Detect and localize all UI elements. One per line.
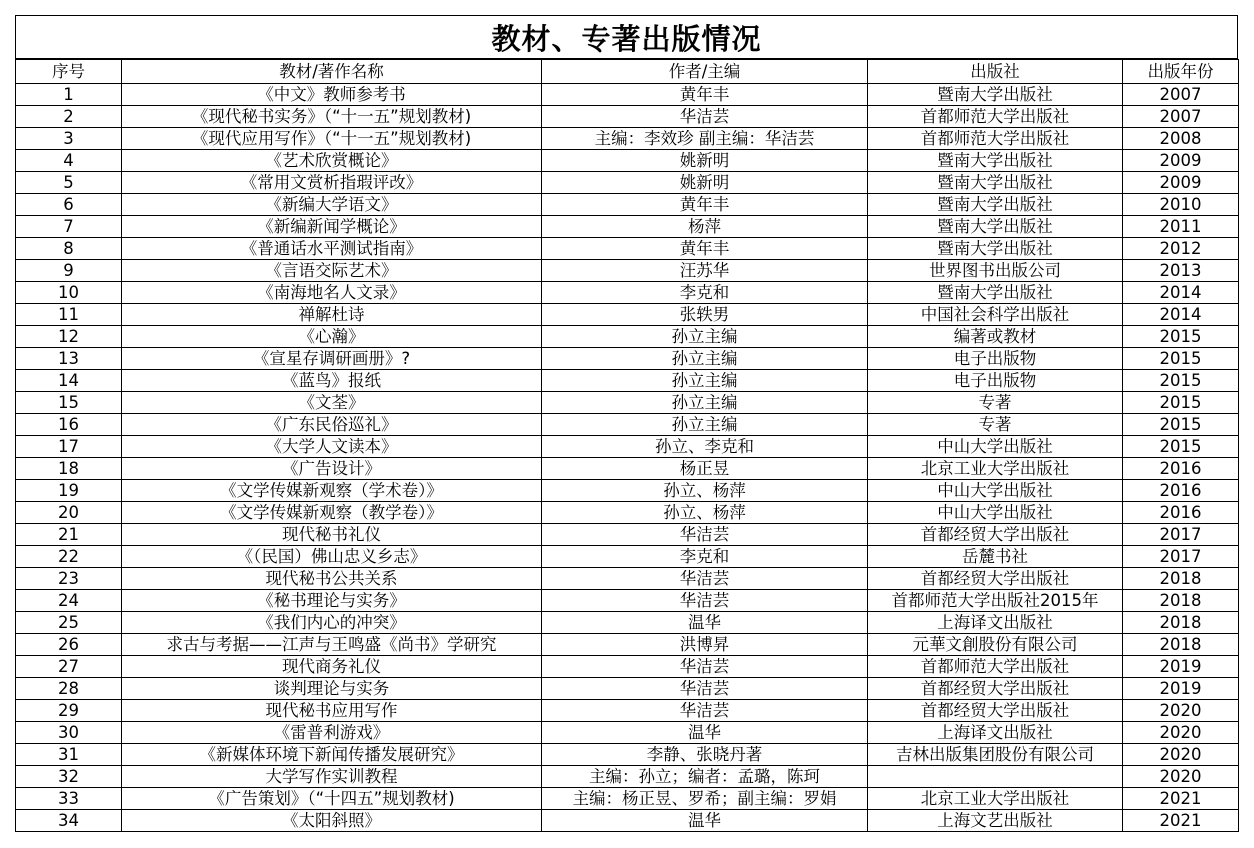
cell-name[interactable]: 《广告策划》（“十四五”规划教材) (122, 788, 542, 810)
cell-name[interactable]: 禅解杜诗 (122, 304, 542, 326)
cell-no[interactable]: 13 (16, 348, 122, 370)
cell-publisher[interactable]: 中国社会科学出版社 (868, 304, 1123, 326)
table-row (16, 348, 1239, 370)
cell-name[interactable]: 现代秘书礼仪 (122, 524, 542, 546)
table-row (16, 260, 1239, 282)
cell-year[interactable]: 2015 (1123, 436, 1239, 458)
cell-author[interactable]: 华洁芸 (542, 568, 868, 590)
cell-author[interactable]: 温华 (542, 810, 868, 832)
cell-author[interactable]: 黄年丰 (542, 84, 868, 106)
cell-author[interactable]: 孙立主编 (542, 348, 868, 370)
cell-name[interactable]: 《中文》教师参考书 (122, 84, 542, 106)
cell-author[interactable]: 姚新明 (542, 172, 868, 194)
cell-no[interactable]: 3 (16, 128, 122, 150)
cell-publisher[interactable]: 上海译文出版社 (868, 722, 1123, 744)
cell-author[interactable]: 黄年丰 (542, 194, 868, 216)
cell-author[interactable]: 汪苏华 (542, 260, 868, 282)
cell-no[interactable]: 24 (16, 590, 122, 612)
cell-author[interactable]: 华洁芸 (542, 590, 868, 612)
cell-year[interactable]: 2019 (1123, 678, 1239, 700)
cell-name[interactable]: 《宣星存调研画册》? (122, 348, 542, 370)
cell-year[interactable]: 2015 (1123, 392, 1239, 414)
cell-no[interactable]: 26 (16, 634, 122, 656)
cell-no[interactable]: 10 (16, 282, 122, 304)
cell-publisher[interactable]: 首都师范大学出版社 (868, 128, 1123, 150)
cell-name[interactable]: 《大学人文读本》 (122, 436, 542, 458)
cell-publisher[interactable]: 首都师范大学出版社 (868, 656, 1123, 678)
cell-publisher[interactable]: 元華文創股份有限公司 (868, 634, 1123, 656)
cell-no[interactable]: 14 (16, 370, 122, 392)
cell-no[interactable]: 18 (16, 458, 122, 480)
cell-author[interactable]: 孙立、李克和 (542, 436, 868, 458)
cell-publisher[interactable] (868, 766, 1123, 788)
cell-publisher[interactable]: 吉林出版集团股份有限公司 (868, 744, 1123, 766)
cell-author[interactable]: 温华 (542, 612, 868, 634)
table-row (16, 766, 1239, 788)
table-row (16, 502, 1239, 524)
table-row (16, 172, 1239, 194)
table-row (16, 524, 1239, 546)
cell-no[interactable]: 17 (16, 436, 122, 458)
cell-no[interactable]: 1 (16, 84, 122, 106)
cell-year[interactable]: 2018 (1123, 634, 1239, 656)
cell-name[interactable]: 谈判理论与实务 (122, 678, 542, 700)
cell-publisher[interactable]: 中山大学出版社 (868, 436, 1123, 458)
cell-name[interactable]: 《新媒体环境下新闻传播发展研究》 (122, 744, 542, 766)
table-row (16, 656, 1239, 678)
table-row (16, 678, 1239, 700)
cell-publisher[interactable]: 世界图书出版公司 (868, 260, 1123, 282)
cell-publisher[interactable]: 暨南大学出版社 (868, 172, 1123, 194)
cell-author[interactable]: 孙立主编 (542, 370, 868, 392)
table-row (16, 304, 1239, 326)
cell-no[interactable]: 15 (16, 392, 122, 414)
cell-year[interactable]: 2019 (1123, 656, 1239, 678)
cell-publisher[interactable]: 首都师范大学出版社2015年 (868, 590, 1123, 612)
cell-no[interactable]: 22 (16, 546, 122, 568)
table-row (16, 282, 1239, 304)
cell-publisher[interactable]: 首都经贸大学出版社 (868, 678, 1123, 700)
cell-publisher[interactable]: 上海文艺出版社 (868, 810, 1123, 832)
cell-publisher[interactable]: 暨南大学出版社 (868, 150, 1123, 172)
cell-name[interactable]: 《新编大学语文》 (122, 194, 542, 216)
cell-year[interactable]: 2013 (1123, 260, 1239, 282)
cell-year[interactable]: 2007 (1123, 84, 1239, 106)
cell-year[interactable]: 2014 (1123, 282, 1239, 304)
cell-author[interactable]: 洪博昇 (542, 634, 868, 656)
cell-publisher[interactable]: 首都师范大学出版社 (868, 106, 1123, 128)
table-row (16, 106, 1239, 128)
table-row (16, 238, 1239, 260)
cell-publisher[interactable]: 首都经贸大学出版社 (868, 700, 1123, 722)
cell-year[interactable]: 2014 (1123, 304, 1239, 326)
cell-year[interactable]: 2021 (1123, 788, 1239, 810)
publications-table (15, 59, 1239, 832)
cell-publisher[interactable]: 编著或教材 (868, 326, 1123, 348)
table-row (16, 436, 1239, 458)
header-name[interactable]: 教材/著作名称 (122, 60, 542, 84)
header-publisher[interactable]: 出版社 (868, 60, 1123, 84)
header-year[interactable]: 出版年份 (1123, 60, 1239, 84)
cell-author[interactable]: 华洁芸 (542, 106, 868, 128)
cell-name[interactable]: 《文荃》 (122, 392, 542, 414)
table-row (16, 370, 1239, 392)
cell-year[interactable]: 2016 (1123, 480, 1239, 502)
cell-name[interactable]: 《新编新闻学概论》 (122, 216, 542, 238)
cell-publisher[interactable]: 暨南大学出版社 (868, 84, 1123, 106)
cell-no[interactable]: 8 (16, 238, 122, 260)
cell-year[interactable]: 2009 (1123, 150, 1239, 172)
cell-publisher[interactable]: 电子出版物 (868, 348, 1123, 370)
cell-year[interactable]: 2020 (1123, 766, 1239, 788)
cell-year[interactable]: 2020 (1123, 744, 1239, 766)
cell-no[interactable]: 34 (16, 810, 122, 832)
cell-publisher[interactable]: 暨南大学出版社 (868, 216, 1123, 238)
cell-author[interactable]: 华洁芸 (542, 678, 868, 700)
cell-no[interactable]: 16 (16, 414, 122, 436)
cell-year[interactable]: 2016 (1123, 502, 1239, 524)
cell-author[interactable]: 孙立、杨萍 (542, 480, 868, 502)
cell-name[interactable]: 《心瀚》 (122, 326, 542, 348)
cell-no[interactable]: 27 (16, 656, 122, 678)
table-row (16, 568, 1239, 590)
cell-year[interactable]: 2020 (1123, 722, 1239, 744)
cell-name[interactable]: 《常用文赏析指瑕评改》 (122, 172, 542, 194)
cell-year[interactable]: 2018 (1123, 612, 1239, 634)
cell-author[interactable]: 姚新明 (542, 150, 868, 172)
cell-year[interactable]: 2008 (1123, 128, 1239, 150)
cell-name[interactable]: 现代秘书公共关系 (122, 568, 542, 590)
cell-publisher[interactable]: 暨南大学出版社 (868, 282, 1123, 304)
cell-name[interactable]: 《文学传媒新观察（学术卷）》 (122, 480, 542, 502)
cell-name[interactable]: 《我们内心的冲突》 (122, 612, 542, 634)
title-cell[interactable] (15, 15, 1238, 59)
table-row (16, 194, 1239, 216)
cell-no[interactable]: 2 (16, 106, 122, 128)
table-row (16, 788, 1239, 810)
spreadsheet (15, 15, 1238, 832)
cell-author[interactable]: 主编：李效珍 副主编：华洁芸 (542, 128, 868, 150)
cell-author[interactable]: 黄年丰 (542, 238, 868, 260)
cell-no[interactable]: 19 (16, 480, 122, 502)
cell-year[interactable]: 2015 (1123, 414, 1239, 436)
cell-name[interactable]: 现代秘书应用写作 (122, 700, 542, 722)
cell-no[interactable]: 6 (16, 194, 122, 216)
cell-author[interactable]: 孙立主编 (542, 326, 868, 348)
table-row (16, 150, 1239, 172)
table-row (16, 612, 1239, 634)
header-row (16, 60, 1239, 84)
cell-author[interactable]: 杨萍 (542, 216, 868, 238)
cell-year[interactable]: 2021 (1123, 810, 1239, 832)
cell-no[interactable]: 20 (16, 502, 122, 524)
cell-author[interactable]: 华洁芸 (542, 700, 868, 722)
cell-year[interactable]: 2010 (1123, 194, 1239, 216)
header-no[interactable]: 序号 (16, 60, 122, 84)
table-row (16, 84, 1239, 106)
cell-name[interactable]: 《蓝鸟》报纸 (122, 370, 542, 392)
page-title: 教材、专著出版情况 (491, 21, 762, 56)
cell-name[interactable]: 《艺术欣赏概论》 (122, 150, 542, 172)
cell-no[interactable]: 32 (16, 766, 122, 788)
cell-no[interactable]: 12 (16, 326, 122, 348)
table-row (16, 700, 1239, 722)
cell-name[interactable]: 《现代应用写作》（“十一五”规划教材) (122, 128, 542, 150)
cell-publisher[interactable]: 暨南大学出版社 (868, 194, 1123, 216)
cell-author[interactable]: 华洁芸 (542, 656, 868, 678)
cell-year[interactable]: 2015 (1123, 326, 1239, 348)
cell-author[interactable]: 主编：杨正昱、罗希；副主编：罗娟 (542, 788, 868, 810)
cell-year[interactable]: 2016 (1123, 458, 1239, 480)
cell-name[interactable]: 求古与考据——江声与王鸣盛《尚书》学研究 (122, 634, 542, 656)
cell-publisher[interactable]: 首都经贸大学出版社 (868, 568, 1123, 590)
cell-no[interactable]: 31 (16, 744, 122, 766)
cell-year[interactable]: 2017 (1123, 546, 1239, 568)
cell-name[interactable]: 《（民国）佛山忠义乡志》 (122, 546, 542, 568)
cell-year[interactable]: 2017 (1123, 524, 1239, 546)
cell-publisher[interactable]: 上海译文出版社 (868, 612, 1123, 634)
cell-author[interactable]: 李克和 (542, 282, 868, 304)
table-row (16, 326, 1239, 348)
cell-author[interactable]: 温华 (542, 722, 868, 744)
cell-author[interactable]: 李静、张晓丹著 (542, 744, 868, 766)
cell-name[interactable]: 现代商务礼仪 (122, 656, 542, 678)
cell-year[interactable]: 2009 (1123, 172, 1239, 194)
cell-name[interactable]: 《言语交际艺术》 (122, 260, 542, 282)
cell-name[interactable]: 《太阳斜照》 (122, 810, 542, 832)
cell-name[interactable]: 《秘书理论与实务》 (122, 590, 542, 612)
cell-no[interactable]: 28 (16, 678, 122, 700)
table-row (16, 744, 1239, 766)
header-author[interactable]: 作者/主编 (542, 60, 868, 84)
cell-publisher[interactable]: 北京工业大学出版社 (868, 458, 1123, 480)
cell-author[interactable]: 孙立主编 (542, 414, 868, 436)
cell-name[interactable]: 《雷普利游戏》 (122, 722, 542, 744)
table-row (16, 458, 1239, 480)
cell-year[interactable]: 2007 (1123, 106, 1239, 128)
cell-no[interactable]: 23 (16, 568, 122, 590)
cell-publisher[interactable]: 岳麓书社 (868, 546, 1123, 568)
cell-author[interactable]: 孙立、杨萍 (542, 502, 868, 524)
table-row (16, 546, 1239, 568)
table-row (16, 590, 1239, 612)
cell-publisher[interactable]: 电子出版物 (868, 370, 1123, 392)
cell-year[interactable]: 2012 (1123, 238, 1239, 260)
cell-author[interactable]: 主编：孙立；编者：孟璐，陈珂 (542, 766, 868, 788)
cell-publisher[interactable]: 专著 (868, 414, 1123, 436)
cell-publisher[interactable]: 专著 (868, 392, 1123, 414)
table-row (16, 722, 1239, 744)
cell-author[interactable]: 孙立主编 (542, 392, 868, 414)
table-row (16, 414, 1239, 436)
cell-name[interactable]: 《现代秘书实务》（“十一五”规划教材) (122, 106, 542, 128)
cell-no[interactable]: 25 (16, 612, 122, 634)
cell-year[interactable]: 2018 (1123, 568, 1239, 590)
table-row (16, 392, 1239, 414)
cell-no[interactable]: 11 (16, 304, 122, 326)
table-row (16, 810, 1239, 832)
cell-name[interactable]: 《广告设计》 (122, 458, 542, 480)
cell-publisher[interactable]: 中山大学出版社 (868, 502, 1123, 524)
cell-publisher[interactable]: 中山大学出版社 (868, 480, 1123, 502)
table-row (16, 216, 1239, 238)
cell-year[interactable]: 2018 (1123, 590, 1239, 612)
cell-no[interactable]: 9 (16, 260, 122, 282)
cell-no[interactable]: 33 (16, 788, 122, 810)
cell-publisher[interactable]: 暨南大学出版社 (868, 238, 1123, 260)
cell-no[interactable]: 7 (16, 216, 122, 238)
cell-name[interactable]: 《普通话水平测试指南》 (122, 238, 542, 260)
cell-no[interactable]: 4 (16, 150, 122, 172)
cell-year[interactable]: 2015 (1123, 370, 1239, 392)
cell-no[interactable]: 29 (16, 700, 122, 722)
cell-year[interactable]: 2020 (1123, 700, 1239, 722)
cell-no[interactable]: 21 (16, 524, 122, 546)
cell-name[interactable]: 大学写作实训教程 (122, 766, 542, 788)
cell-year[interactable]: 2015 (1123, 348, 1239, 370)
cell-author[interactable]: 杨正昱 (542, 458, 868, 480)
cell-name[interactable]: 《广东民俗巡礼》 (122, 414, 542, 436)
table-row (16, 634, 1239, 656)
table-row (16, 128, 1239, 150)
cell-publisher[interactable]: 北京工业大学出版社 (868, 788, 1123, 810)
cell-publisher[interactable]: 首都经贸大学出版社 (868, 524, 1123, 546)
cell-name[interactable]: 《文学传媒新观察（教学卷）》 (122, 502, 542, 524)
cell-no[interactable]: 5 (16, 172, 122, 194)
cell-author[interactable]: 华洁芸 (542, 524, 868, 546)
cell-name[interactable]: 《南海地名人文录》 (122, 282, 542, 304)
table-row (16, 480, 1239, 502)
cell-no[interactable]: 30 (16, 722, 122, 744)
cell-author[interactable]: 张轶男 (542, 304, 868, 326)
cell-author[interactable]: 李克和 (542, 546, 868, 568)
cell-year[interactable]: 2011 (1123, 216, 1239, 238)
